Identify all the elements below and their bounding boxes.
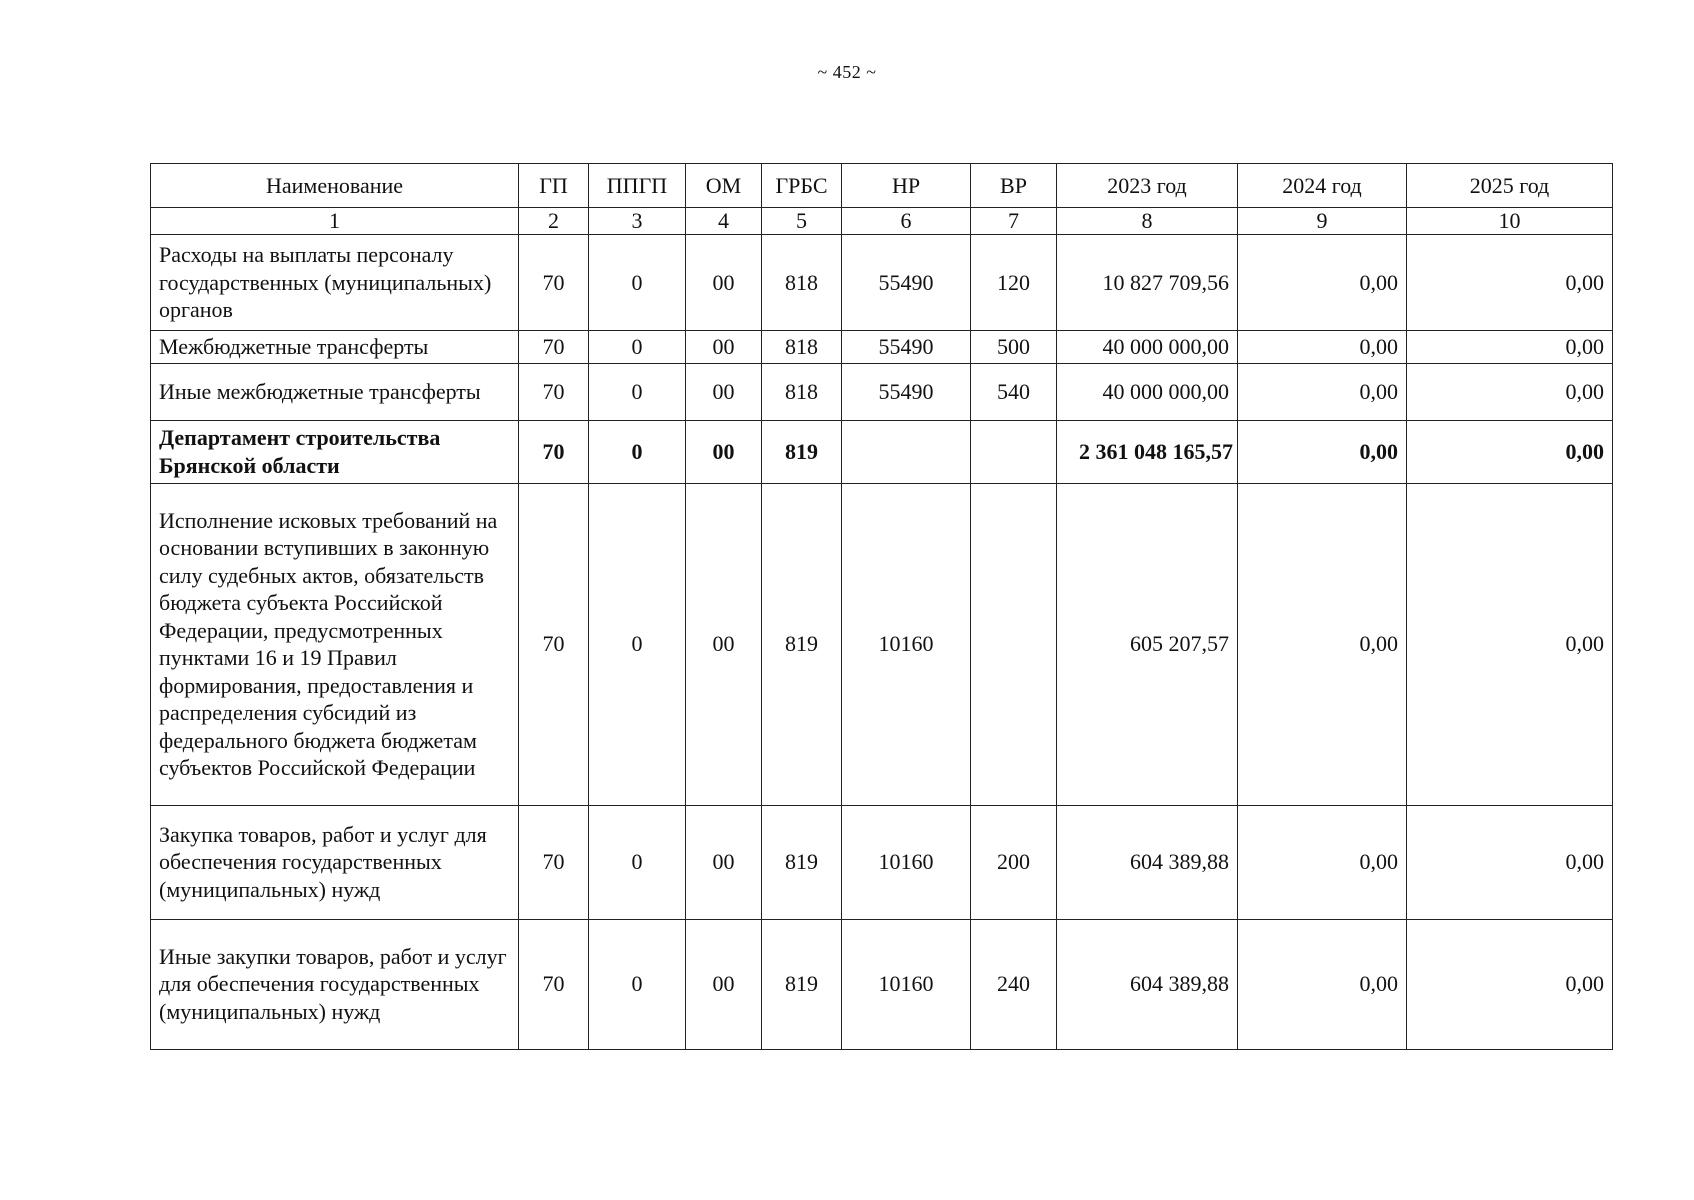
- cell-grbs: 818: [762, 331, 842, 364]
- cell-vr: 120: [971, 235, 1057, 331]
- cell-grbs: 819: [762, 805, 842, 919]
- cell-nr: 10160: [842, 919, 971, 1049]
- row-name: Иные межбюджетные трансферты: [151, 363, 519, 420]
- cell-vr: 240: [971, 919, 1057, 1049]
- cell-om: 00: [686, 331, 762, 364]
- cell-grbs: 819: [762, 420, 842, 483]
- cell-nr: 55490: [842, 363, 971, 420]
- header-grbs: ГРБС: [762, 164, 842, 208]
- header-nr: НР: [842, 164, 971, 208]
- cell-2023: 40 000 000,00: [1057, 363, 1238, 420]
- header-2025: 2025 год: [1407, 164, 1613, 208]
- cell-gp: 70: [519, 331, 589, 364]
- cell-om: 00: [686, 483, 762, 805]
- budget-table: [150, 163, 1613, 1050]
- header-vr: ВР: [971, 164, 1057, 208]
- table-header: [151, 164, 1613, 235]
- cell-2025: 0,00: [1407, 420, 1613, 483]
- cell-grbs: 819: [762, 919, 842, 1049]
- column-number: 10: [1407, 208, 1613, 235]
- cell-om: 00: [686, 420, 762, 483]
- cell-2025: 0,00: [1407, 805, 1613, 919]
- cell-2023: 10 827 709,56: [1057, 235, 1238, 331]
- table-body: [151, 235, 1613, 1050]
- cell-ppgp: 0: [589, 363, 686, 420]
- cell-gp: 70: [519, 363, 589, 420]
- header-gp: ГП: [519, 164, 589, 208]
- cell-vr: 200: [971, 805, 1057, 919]
- cell-grbs: 819: [762, 483, 842, 805]
- table-row: [151, 805, 1613, 919]
- cell-2024: 0,00: [1238, 363, 1407, 420]
- page-number: ~ 452 ~: [817, 62, 877, 82]
- table-row: [151, 331, 1613, 364]
- table-row: [151, 363, 1613, 420]
- cell-ppgp: 0: [589, 420, 686, 483]
- cell-2024: 0,00: [1238, 805, 1407, 919]
- cell-nr: 55490: [842, 235, 971, 331]
- cell-vr: 540: [971, 363, 1057, 420]
- row-name: Межбюджетные трансферты: [151, 331, 519, 364]
- cell-2024: 0,00: [1238, 483, 1407, 805]
- cell-2025: 0,00: [1407, 483, 1613, 805]
- header-ppgp: ППГП: [589, 164, 686, 208]
- cell-2023: 604 389,88: [1057, 805, 1238, 919]
- cell-ppgp: 0: [589, 483, 686, 805]
- table-row: [151, 483, 1613, 805]
- row-name: Департамент строительства Брянской области: [151, 420, 519, 483]
- cell-gp: 70: [519, 483, 589, 805]
- column-number: 8: [1057, 208, 1238, 235]
- column-number: 4: [686, 208, 762, 235]
- cell-vr: 500: [971, 331, 1057, 364]
- cell-om: 00: [686, 235, 762, 331]
- table-row-department: [151, 420, 1613, 483]
- cell-2025: 0,00: [1407, 919, 1613, 1049]
- column-number: 2: [519, 208, 589, 235]
- cell-om: 00: [686, 919, 762, 1049]
- cell-gp: 70: [519, 805, 589, 919]
- cell-2024: 0,00: [1238, 235, 1407, 331]
- table-row: [151, 919, 1613, 1049]
- header-name: Наименование: [151, 164, 519, 208]
- row-name: Закупка товаров, работ и услуг для обеспечения государственных (муниципальных) нужд: [151, 805, 519, 919]
- column-number: 7: [971, 208, 1057, 235]
- column-number: 5: [762, 208, 842, 235]
- column-number: 1: [151, 208, 519, 235]
- cell-vr: [971, 420, 1057, 483]
- row-name: Исполнение исковых требований на основании вступивших в законную силу судебных актов, обязательств бюджета субъекта Российской Федерации, предусмотренных пунктами 16 и 19 Правил формирования, предоставления и распределения субсидий из федерального бюджета бюджетам субъектов Российской Федерации: [151, 483, 519, 805]
- cell-grbs: 818: [762, 235, 842, 331]
- cell-ppgp: 0: [589, 331, 686, 364]
- cell-ppgp: 0: [589, 805, 686, 919]
- cell-om: 00: [686, 363, 762, 420]
- cell-gp: 70: [519, 235, 589, 331]
- column-number: 6: [842, 208, 971, 235]
- cell-2023: 605 207,57: [1057, 483, 1238, 805]
- cell-nr: 10160: [842, 805, 971, 919]
- header-row: [151, 164, 1613, 208]
- column-number-row: [151, 208, 1613, 235]
- cell-gp: 70: [519, 919, 589, 1049]
- cell-2023: 40 000 000,00: [1057, 331, 1238, 364]
- cell-om: 00: [686, 805, 762, 919]
- cell-gp: 70: [519, 420, 589, 483]
- column-number: 9: [1238, 208, 1407, 235]
- cell-2023: 2 361 048 165,57: [1057, 420, 1238, 483]
- cell-ppgp: 0: [589, 919, 686, 1049]
- cell-vr: [971, 483, 1057, 805]
- header-2023: 2023 год: [1057, 164, 1238, 208]
- cell-2025: 0,00: [1407, 363, 1613, 420]
- cell-nr: [842, 420, 971, 483]
- column-number: 3: [589, 208, 686, 235]
- row-name: Расходы на выплаты персоналу государственных (муниципальных) органов: [151, 235, 519, 331]
- cell-grbs: 818: [762, 363, 842, 420]
- table-row: [151, 235, 1613, 331]
- cell-2023: 604 389,88: [1057, 919, 1238, 1049]
- cell-2025: 0,00: [1407, 235, 1613, 331]
- cell-2024: 0,00: [1238, 919, 1407, 1049]
- cell-2025: 0,00: [1407, 331, 1613, 364]
- cell-2024: 0,00: [1238, 420, 1407, 483]
- row-name: Иные закупки товаров, работ и услуг для обеспечения государственных (муниципальных) нужд: [151, 919, 519, 1049]
- cell-ppgp: 0: [589, 235, 686, 331]
- header-om: ОМ: [686, 164, 762, 208]
- cell-nr: 55490: [842, 331, 971, 364]
- cell-2024: 0,00: [1238, 331, 1407, 364]
- header-2024: 2024 год: [1238, 164, 1407, 208]
- cell-nr: 10160: [842, 483, 971, 805]
